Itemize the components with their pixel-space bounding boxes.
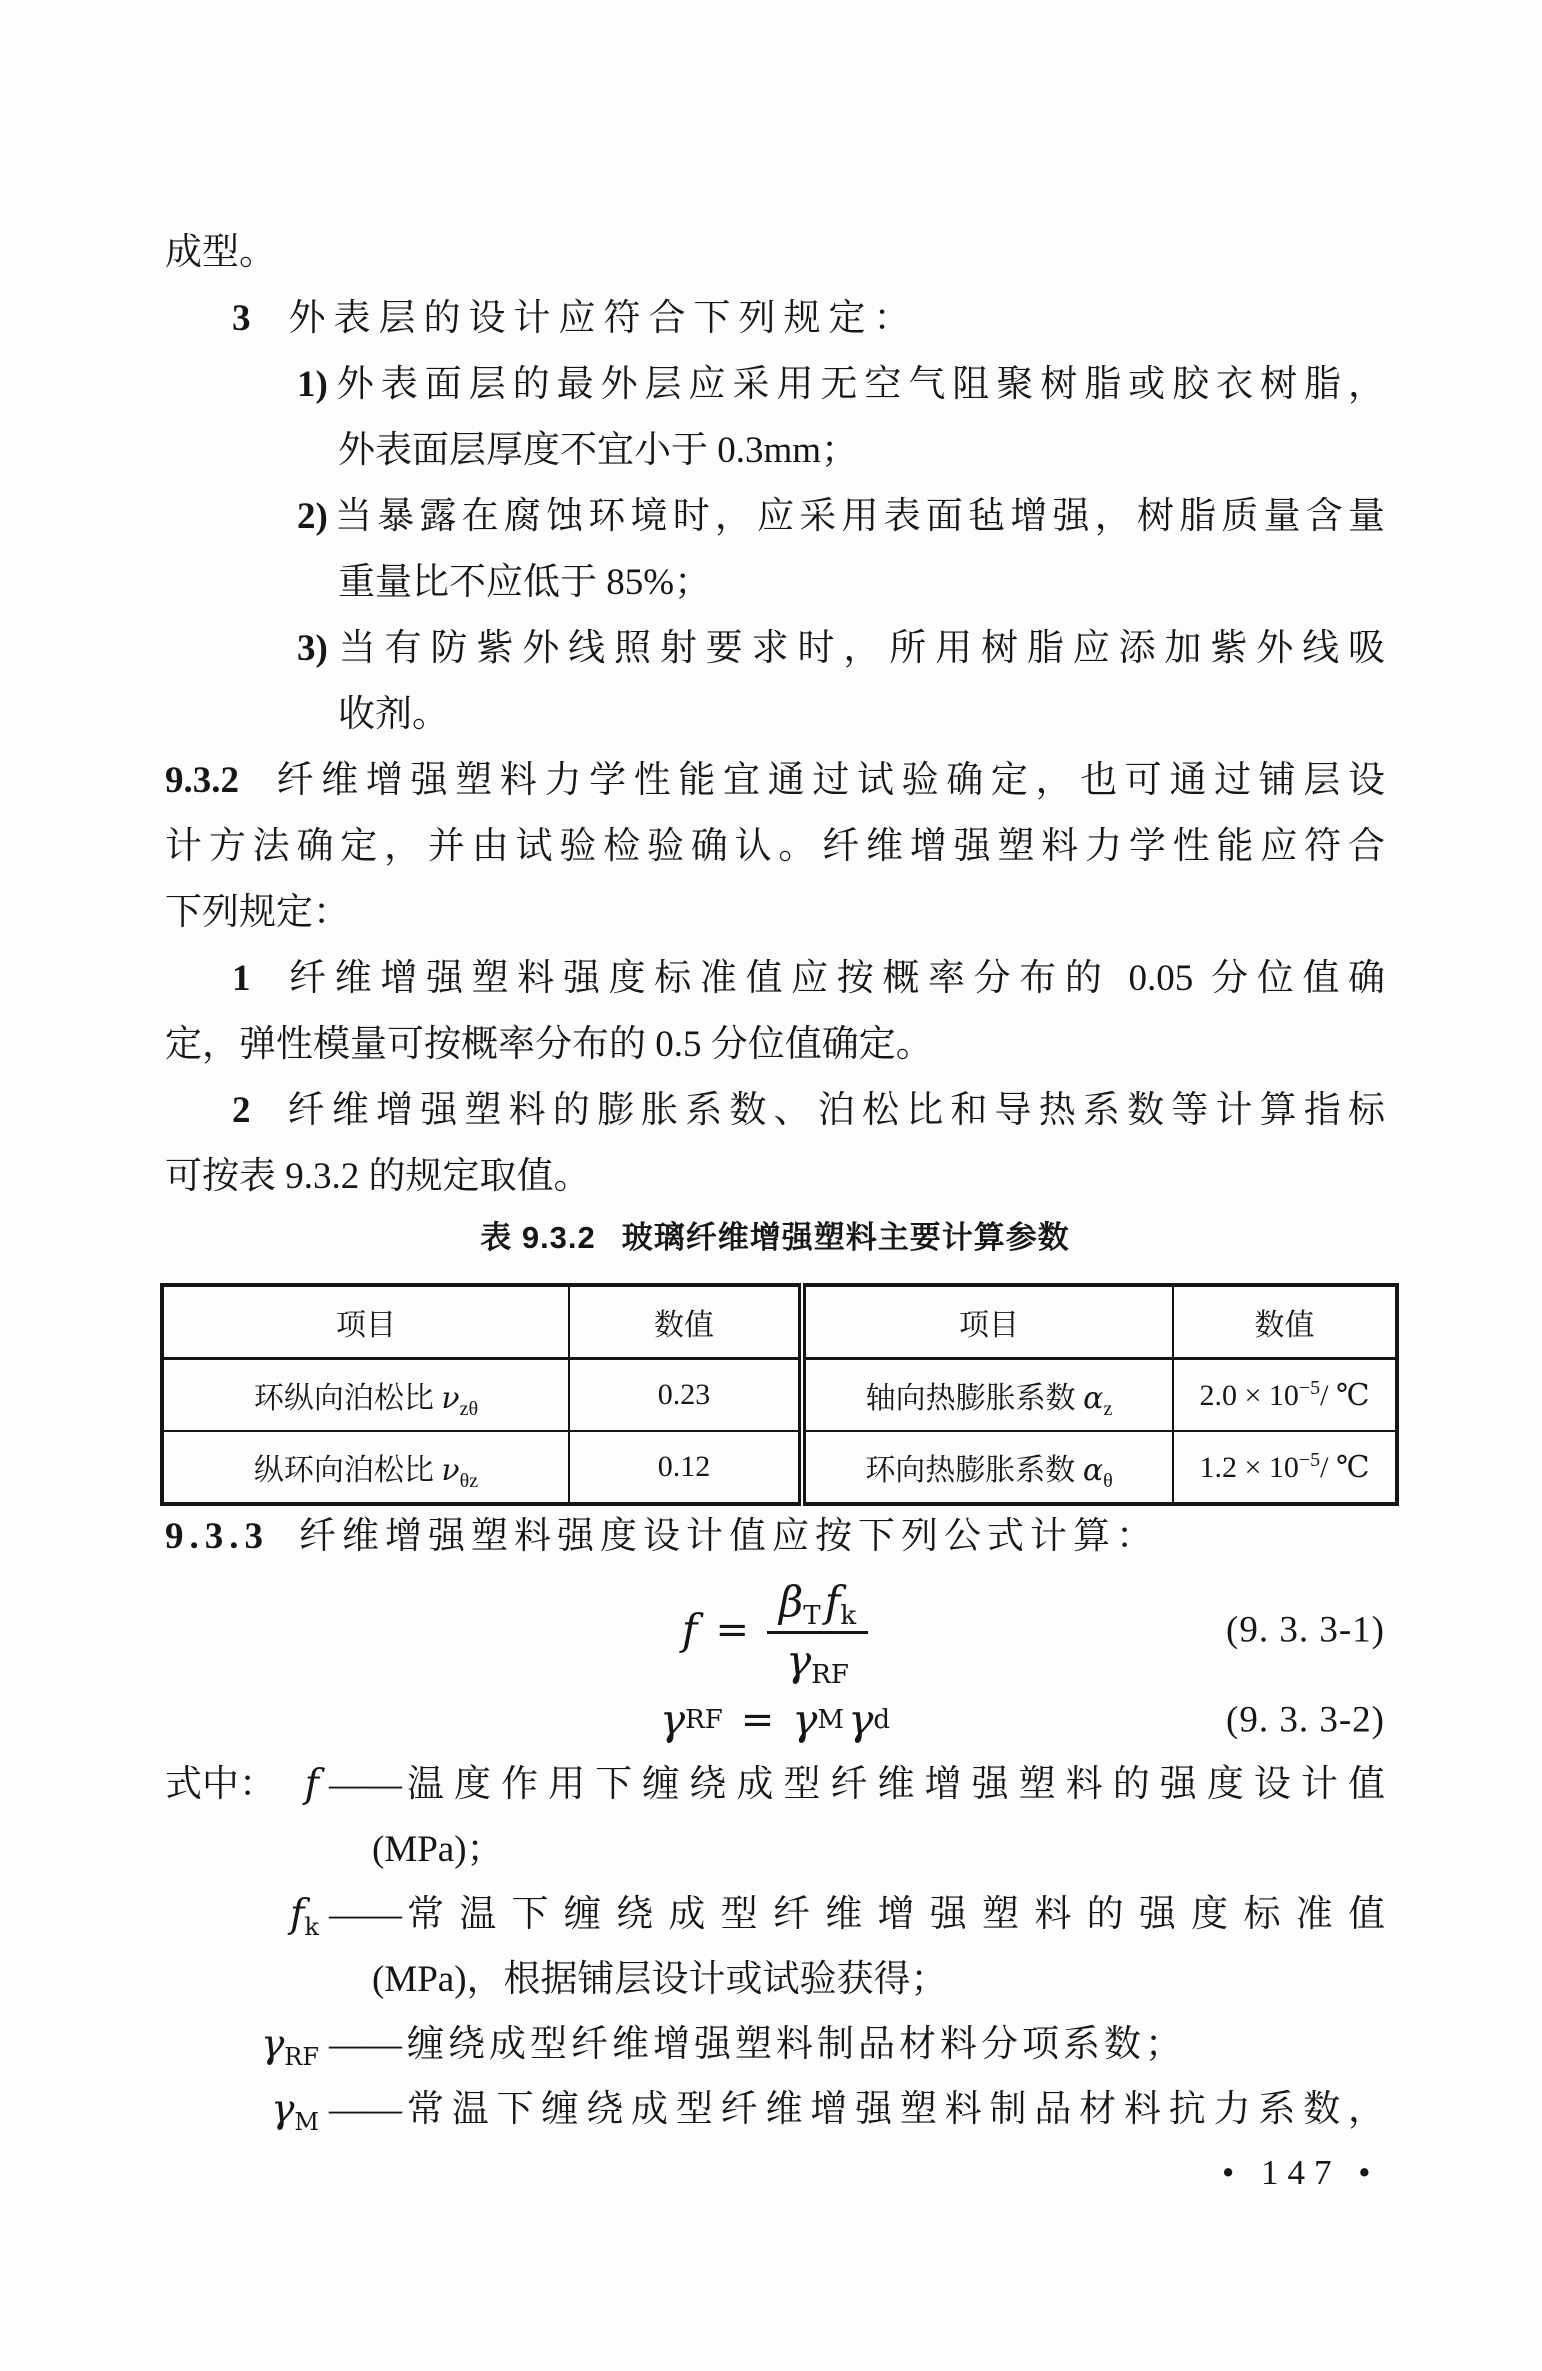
clause-text: 外表层的设计应符合下列规定：: [288, 298, 919, 339]
equation-2-label: (9. 3. 3-2): [1226, 1699, 1385, 1741]
definition-fk-continuation: (MPa)，根据铺层设计或试验获得；: [372, 1959, 948, 2000]
definition-text: 常温下缠绕成型纤维增强塑料制品材料抗力系数，: [407, 2089, 1385, 2130]
clause-text: 纤维增强塑料强度设计值应按下列公式计算：: [299, 1516, 1159, 1557]
definition-gamma-m: [165, 2077, 1385, 2142]
body-text-column: [165, 220, 1385, 1210]
header-item-right: 项目: [802, 1285, 1173, 1359]
gamma-symbol: γ: [792, 1695, 818, 1744]
fraction: [767, 1576, 868, 1690]
alpha-symbol: α: [1082, 1453, 1104, 1488]
page-number: • 147 •: [1222, 2153, 1380, 2192]
table-caption-label: 表 9.3.2: [480, 1220, 596, 1255]
definition-dash: ——: [329, 1764, 401, 1805]
f-symbol: f: [304, 1762, 319, 1807]
gamma-symbol: γ: [660, 1695, 686, 1744]
subitem-text: 当有防紫外线照射要求时，所用树脂应添加紫外线吸: [329, 628, 1385, 669]
numbered-item-2-line-1: [165, 1078, 1385, 1144]
definition-symbol-cell: [165, 2077, 325, 2142]
item-number: 2: [232, 1090, 251, 1131]
definition-symbol-cell: [165, 2012, 325, 2077]
subitem-3-line-1: [165, 616, 1385, 682]
nu-symbol: ν: [441, 1453, 460, 1488]
subitem-3-line-2: 收剂。: [338, 694, 449, 735]
numbered-item-2-line-2: 可按表 9.3.2 的规定取值。: [165, 1156, 591, 1197]
definition-text: 缠绕成型纤维增强塑料制品材料分项系数；: [407, 2024, 1186, 2065]
subitem-2-line-1: [165, 484, 1385, 550]
fk-symbol: $f_k$: [290, 1892, 319, 1941]
definition-f-continuation: (MPa)；: [372, 1829, 504, 1870]
item-text: 纤维增强塑料强度标准值应按概率分布的 0.05 分位值确: [280, 958, 1385, 999]
definition-fk: [165, 1882, 1385, 1947]
cell-value: 0.12: [569, 1431, 802, 1504]
subitem-1-line-2: 外表面层厚度不宜小于 0.3mm；: [338, 430, 859, 471]
clause-text: 纤维增强塑料力学性能宜通过试验确定，也可通过铺层设: [269, 760, 1385, 801]
clause-9-3-2-line-2: 计方法确定，并由试验检验确认。纤维增强塑料力学性能应符合: [165, 826, 1385, 867]
item-text: 纤维增强塑料的膨胀系数、泊松比和导热系数等计算指标: [280, 1090, 1385, 1131]
definition-dash: ——: [329, 2024, 401, 2065]
definition-f: [165, 1752, 1385, 1817]
nu-symbol: ν: [441, 1381, 460, 1416]
gamma-symbol: γ: [786, 1635, 812, 1685]
cell-item: 轴向热膨胀系数 $\alpha_z$: [802, 1359, 1173, 1432]
table-row: [162, 1359, 1397, 1432]
cell-item: 环向热膨胀系数 $\alpha_\theta$: [802, 1431, 1173, 1504]
cell-value: 0.23: [569, 1359, 802, 1432]
definition-dash: ——: [329, 2089, 401, 2130]
equation-2-math: γ RF = γ M γ d: [660, 1695, 890, 1744]
definition-symbol-cell: [165, 1752, 325, 1817]
subitem-text: 当暴露在腐蚀环境时，应采用表面毡增强，树脂质量含量: [329, 496, 1385, 537]
definition-dash: ——: [329, 1894, 401, 1935]
cell-item: 纵环向泊松比 $\nu_{\theta z}$: [162, 1431, 569, 1504]
header-item-left: 项目: [162, 1285, 569, 1359]
alpha-symbol: α: [1083, 1381, 1104, 1416]
clause-number: 9.3.3: [165, 1516, 269, 1557]
parameters-table: [160, 1283, 1399, 1506]
subitem-number: 3): [297, 628, 328, 669]
equation-1: [165, 1562, 1385, 1698]
header-value-left: 数值: [569, 1285, 802, 1359]
definition-text: 温度作用下缠绕成型纤维增强塑料的强度设计值: [407, 1764, 1385, 1805]
subitem-2-line-2: 重量比不应低于 85%；: [338, 562, 712, 603]
gamma-symbol: γ: [848, 1695, 874, 1744]
cell-item: 环纵向泊松比 $\nu_{z\theta}$: [162, 1359, 569, 1432]
clause-9-3-3: [165, 1504, 1385, 1570]
cell-value: $2.0 \times 10^{-5}/$ ℃: [1173, 1359, 1397, 1432]
clause-number: 3: [232, 298, 259, 339]
table-caption: [165, 1213, 1385, 1263]
numbered-item-1-line-1: [165, 946, 1385, 1012]
numbered-item-1-line-2: 定，弹性模量可按概率分布的 0.5 分位值确定。: [165, 1024, 933, 1065]
clause-item-3: [165, 286, 1385, 352]
equals-sign: =: [740, 1697, 775, 1743]
table-row: [162, 1431, 1397, 1504]
equation-1-math: [681, 1576, 868, 1690]
f-symbol: f: [824, 1576, 841, 1626]
gamma-rf-symbol: $\gamma_{RF}$: [260, 2022, 319, 2071]
f-symbol: f: [681, 1605, 698, 1654]
subitem-text: 外表面层的最外层应采用无空气阻聚树脂或胶衣树脂，: [329, 364, 1385, 405]
clause-9-3-2-line-3: 下列规定：: [165, 892, 350, 933]
subitem-number: 1): [297, 364, 328, 405]
symbol-definitions: [165, 1752, 1385, 2142]
table-caption-title: 玻璃纤维增强塑料主要计算参数: [621, 1220, 1070, 1255]
definitions-prefix: 式中：: [165, 1764, 276, 1805]
item-number: 1: [232, 958, 251, 999]
beta-symbol: β: [778, 1576, 804, 1626]
clause-number: 9.3.2: [165, 760, 239, 801]
cell-value: $1.2 \times 10^{-5}/$ ℃: [1173, 1431, 1397, 1504]
equation-1-label: (9. 3. 3-1): [1226, 1609, 1385, 1651]
definition-symbol-cell: [165, 1882, 325, 1947]
fraction-numerator: $\beta_T$ $f_k$: [767, 1579, 868, 1634]
definition-text: 常温下缠绕成型纤维增强塑料的强度标准值: [407, 1894, 1385, 1935]
clause-9-3-3-line: [165, 1504, 1385, 1570]
subitem-1-line-1: [165, 352, 1385, 418]
paragraph-line: 成型。: [165, 232, 276, 273]
gamma-m-symbol: $\gamma_M$: [271, 2087, 319, 2136]
definition-gamma-rf: [165, 2012, 1385, 2077]
equation-2: [165, 1692, 1385, 1748]
fraction-denominator: $\gamma_{RF}$: [786, 1635, 849, 1690]
equals-sign: =: [715, 1607, 749, 1653]
clause-9-3-2-line-1: [165, 748, 1385, 814]
table-header-row: [162, 1285, 1397, 1359]
subitem-number: 2): [297, 496, 328, 537]
header-value-right: 数值: [1173, 1285, 1397, 1359]
